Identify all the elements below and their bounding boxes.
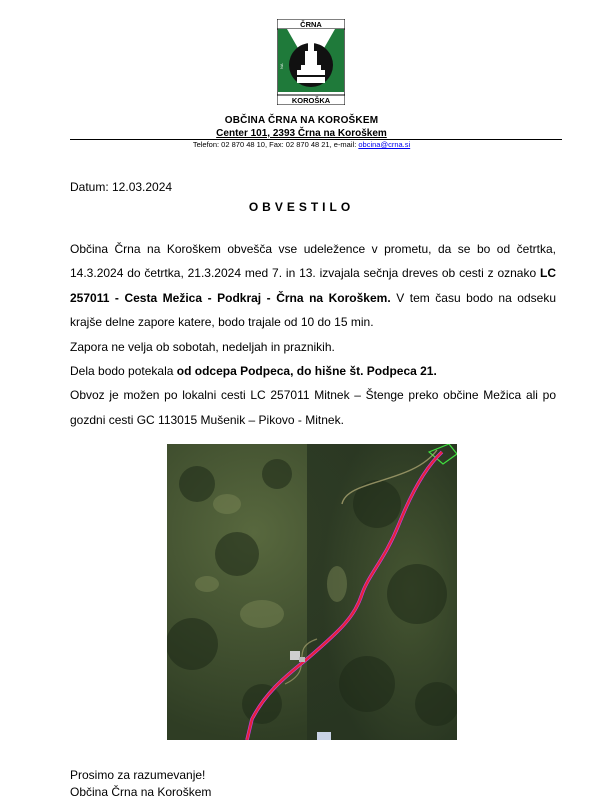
crest-side-text: NA bbox=[279, 63, 284, 69]
notice-title: OBVESTILO bbox=[248, 200, 355, 214]
road-name-bold: LC 257011 - Cesta Mežica - Podkraj - Črna na Koroškem. bbox=[70, 266, 556, 305]
contact-phone-fax: Telefon: 02 870 48 10, Fax: 02 870 48 21, e-mail: bbox=[192, 140, 359, 149]
paragraph-work-section bbox=[70, 359, 556, 383]
paragraph-detour: Obvoz je možen po lokalni cesti LC 257011 Mitnek – Štenge preko občine Mežica ali po gozdni cesti GC 113015 Mušenik – Pikovo - Mitnek. bbox=[70, 388, 556, 427]
paragraph-closure-dates bbox=[70, 237, 556, 335]
paragraph-exceptions: Zapora ne velja ob sobotah, nedeljah in praznikih. bbox=[70, 339, 335, 354]
closing-signature: Občina Črna na Koroškem bbox=[70, 785, 212, 799]
municipality-name: OBČINA ČRNA NA KOROŠKEM bbox=[224, 115, 379, 126]
notice-body bbox=[70, 237, 556, 432]
paragraph-text: Dela bodo potekala bbox=[70, 364, 177, 379]
crest-bottom-text: KOROŠKA bbox=[291, 96, 331, 105]
notice-date: Datum: 12.03.2024 bbox=[70, 180, 173, 194]
municipality-address: Center 101, 2393 Črna na Koroškem bbox=[216, 128, 387, 139]
aerial-map-image bbox=[167, 444, 457, 740]
closing-thanks: Prosimo za razumevanje! bbox=[70, 768, 206, 782]
email-link[interactable]: obcina@crna.si bbox=[358, 140, 411, 149]
closing-block bbox=[70, 767, 211, 801]
contact-line bbox=[0, 140, 603, 149]
map-graphic bbox=[167, 444, 457, 740]
municipality-crest-logo bbox=[277, 19, 345, 105]
paragraph-text: Občina Črna na Koroškem obvešča vse udeležence v prometu, da se bo od četrtka, 14.3.2024 do četrtka, 21.3.2024 med 7. in 13. izvajala sečnja dreves ob cesti z oznako bbox=[70, 242, 556, 281]
paragraph-text: V tem času bodo na odseku krajše delne zapore katere, bodo trajale od 10 do 15 min. bbox=[70, 290, 556, 330]
crest-top-text: ČRNA bbox=[300, 20, 322, 29]
work-section-bold: od odcepa Podpeca, do hišne št. Podpeca 21. bbox=[176, 364, 437, 379]
